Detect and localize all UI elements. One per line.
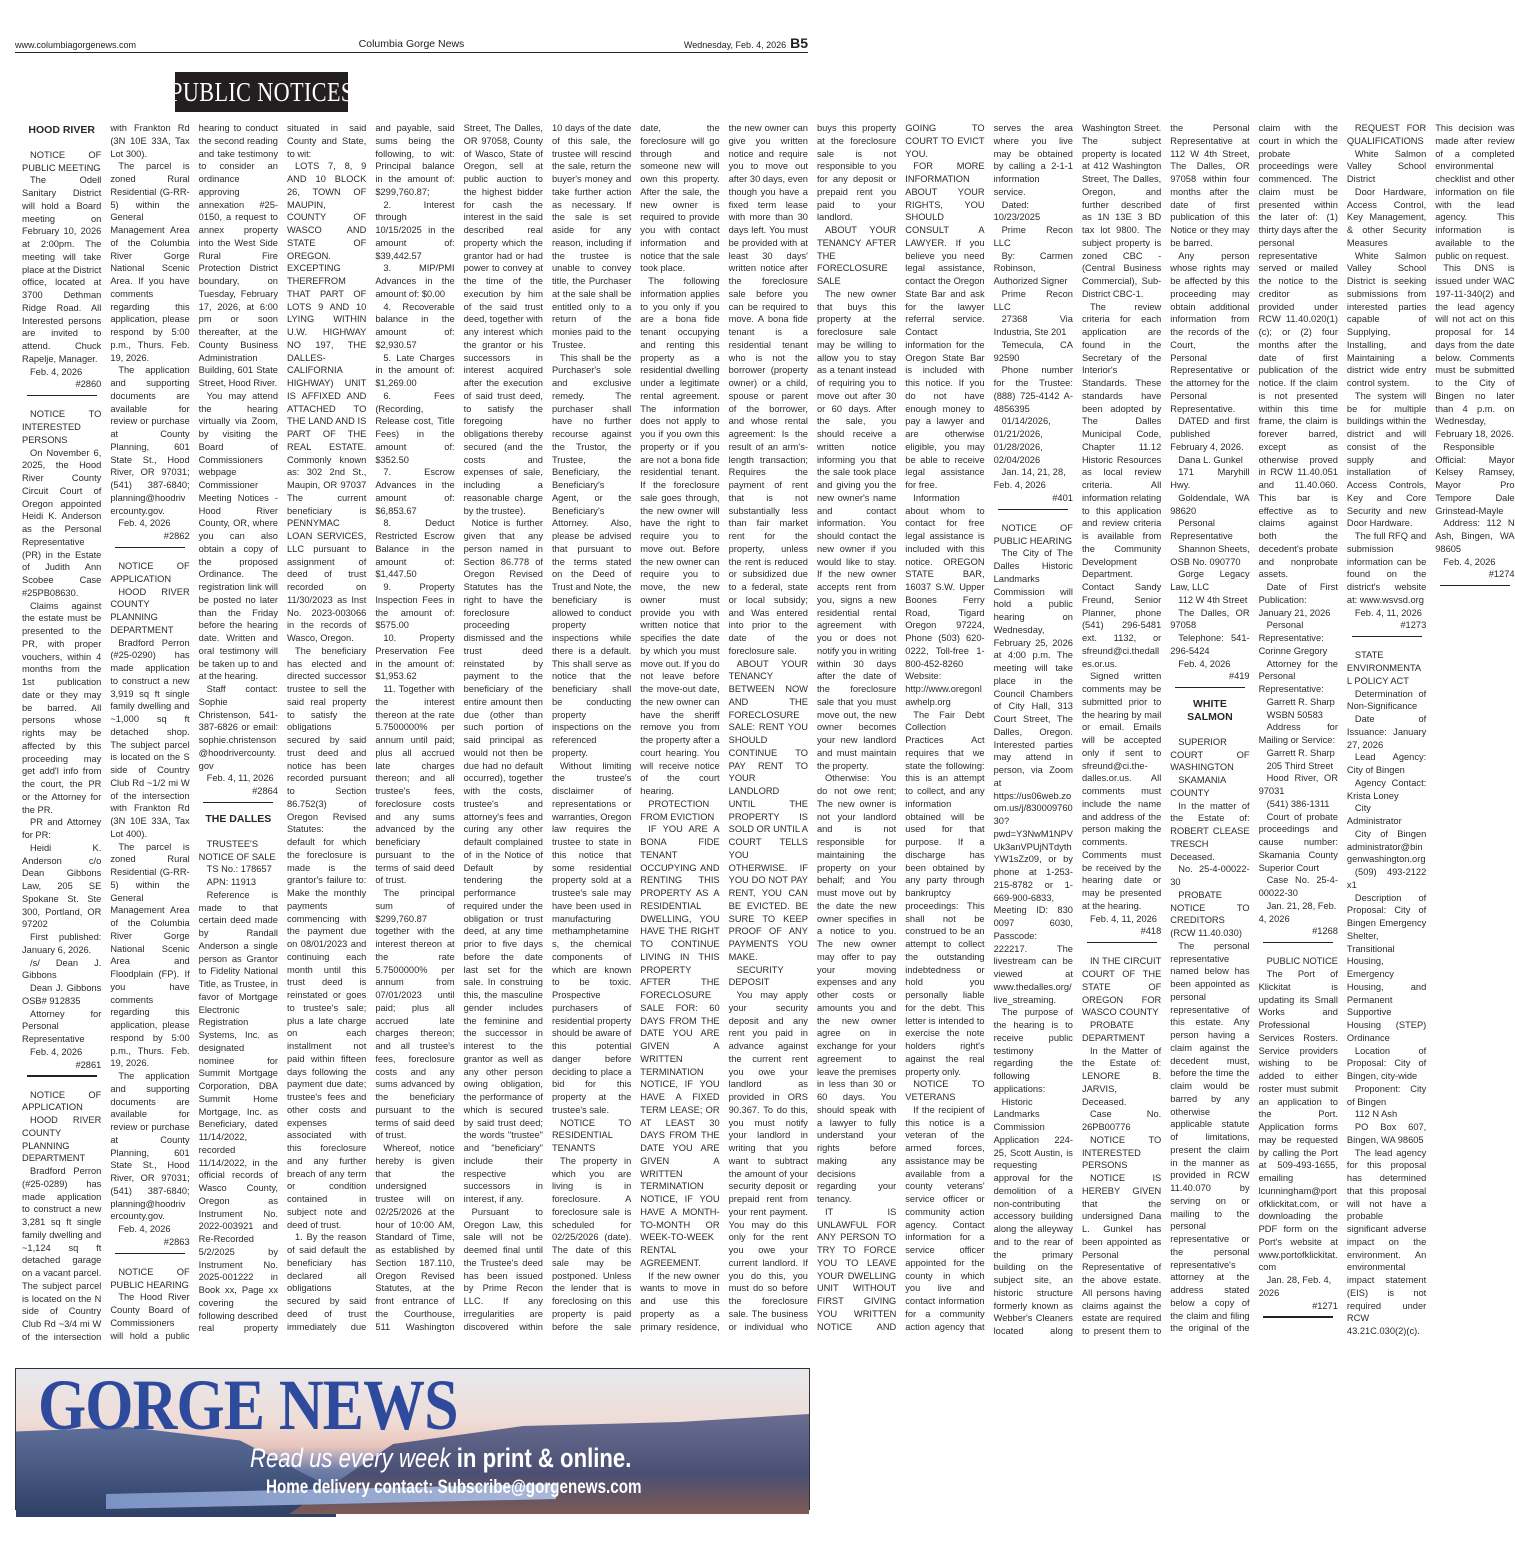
notice-paragraph: 2. Interest through 10/15/2025 in the amount of: $39,442.57 <box>375 199 455 261</box>
notice-paragraph: 171 Maryhill Hwy. <box>1170 467 1250 490</box>
notice-paragraph: Notice is further given that any person named in Section 86.778 of Oregon Revised Statutes has the right to have the foreclosure proceeding dismissed and the trust deed reinstated by payment to the beneficiary of the entire amount then due (other than such portion of said principal as would not then be due had no default occurred), together with the costs, trustee's and attorney's fees and curing any other default complained of in the Notice of Default by tendering the performance required under the obligation or trust deed, at any time prior to five days before the date last set for the sale. In construing this, the masculine gender includes the feminine and the successor in interest to the grantor as well as any other person owing obligation, the performance of which is secured by said trust deed; the words "trustee" and "beneficiary" include their respective successors in interest, if any. <box>463 518 543 1204</box>
notice-paragraph: 3. MIP/PMI Advances in the amount of: $0.00 <box>375 263 455 299</box>
notice-paragraph: PROTECTION FROM EVICTION <box>640 798 715 822</box>
notice-paragraph: Prime Recon LLC <box>993 288 1073 312</box>
notice-paragraph: White Salmon Valley School District <box>1346 148 1427 184</box>
notice-heading: NOTICE TO INTERESTED PERSONS <box>22 409 102 445</box>
notice-paragraph: IF YOU ARE A BONA FIDE TENANT OCCUPYING AND RENTING THIS PROPERTY AS A RESIDENTIAL DWELLING, YOU HAVE THE RIGHT TO CONTINUE LIVING IN THIS PROPERTY AFTER THE FORECLOSURE SALE FOR: 60 DAYS FROM THE DATE YOU ARE GIVEN A WRITTEN TERMINATION NOTICE, IF YOU HAVE A FIXED TERM LEASE; OR AT LEAST 30 DAYS FROM THE DATE YOU ARE GIVEN A WRITTEN TERMINATION NOTICE, IF YOU HAVE A MONTH-TO-MONTH OR WEEK-TO-WEEK RENTAL AGREEMENT. <box>640 824 720 1268</box>
notice-paragraph: NOTICE TO INTERESTED PERSONS <box>1081 1134 1162 1171</box>
notice-number: #419 <box>1228 671 1250 682</box>
notice-paragraph: Door Hardware, Access Control, Key Management, & other Security Measures <box>1346 186 1427 248</box>
notice-paragraph: SUPERIOR COURT OF WASHINGTON <box>1170 736 1250 773</box>
notice-paragraph: Garrett R. Sharp <box>1266 747 1335 758</box>
notice-paragraph: Staff contact: Sophie Christenson, 541-387-6826 or email: sophie.christenson@hoodrivercounty.gov <box>198 684 278 771</box>
notice-paragraph: The parcel is zoned Rural Residential (G-RR-5) within the General Management Area of the Columbia River Gorge National Scenic Area. If you have comments regarding this application, please respond by 5:00 p.m., Thurs. Feb. 19, 2026. <box>110 161 190 363</box>
notice-paragraph: ABOUT YOUR TENANCY AFTER THE FORECLOSURE SALE <box>816 225 897 286</box>
notice-paragraph: In the matter of the Estate of: ROBERT CLEASE TRESCH Deceased. <box>1170 800 1250 862</box>
notice-paragraph: 10. Property Preservation Fee in the amount of: $1,953.62 <box>375 633 455 682</box>
notice-number: #1274 <box>1488 569 1515 580</box>
notice-divider <box>1440 585 1510 586</box>
publication-dates: Feb. 4, 11, 2026 <box>206 773 274 784</box>
newspaper-name: Columbia Gorge News <box>358 38 465 50</box>
notice-paragraph: HOOD RIVER COUNTY PLANNING DEPARTMENT <box>110 586 190 635</box>
notice-heading: STATE ENVIRONMENTAL POLICY ACT <box>1346 650 1422 686</box>
notice-paragraph: No. 25-4-00022-30 <box>1170 864 1250 888</box>
section-banner <box>169 72 354 112</box>
notice-paragraph: The personal representative named below has been appointed as personal representative of this estate. Any person having a claim against the decedent must, before the time the claim would be barred by any otherwise applicable statute of limitations, present the claim in the manner as provided in RCW 11.40.070 by serving on or mailing to the personal representative or the personal representative's attorney at the address stated below a copy of the claim and filing the original of the claim with the court in which the probate proceedings were commenced. The claim must be presented within the later of: (1) thirty days after the personal representative served or mailed the notice to the creditor as provided under RCW 11.40.020(1)(c); or (2) four months after the date of first publication of the notice. If the claim is not presented within this time frame, the claim is forever barred, except as otherwise proved in RCW 11.40.051 and 11.40.060. This bar is effective as to claims against both the decedent's probate and nonprobate assets. <box>1170 123 1338 1334</box>
notice-paragraph: Personal Representative <box>1170 518 1233 541</box>
notice-paragraph: City Administrator <box>1346 803 1402 827</box>
page-header <box>15 36 808 53</box>
notice-number: #418 <box>1140 926 1162 937</box>
notice-divider <box>998 509 1068 510</box>
notice-paragraph: Agency Contact: Krista Loney <box>1346 777 1427 801</box>
notice-paragraph: Bradford Perron (#25-0289) has made application to construct a new 3,281 sq ft single family dwelling and ~1,124 sq ft detached garage on a vacant parcel. The subject parcel is located on the N side of Country Club Rd ~3/4 mi W of the intersection with Frankton Rd (3N 10E 33A, Tax Lot 300). <box>22 123 190 1342</box>
notice-paragraph: PR and Attorney for PR: <box>22 817 102 841</box>
notice-paragraph: Phone number for the Trustee: (888) 725-4142 A-4856395 <box>993 365 1073 414</box>
notice-number: #1271 <box>1312 1300 1338 1311</box>
notice-paragraph: Dana L. Gunkel <box>1178 454 1243 465</box>
notice-number: #2863 <box>163 1236 190 1247</box>
notice-paragraph: 9. Property Inspection Fees in the amount of: $575.00 <box>375 582 455 631</box>
notice-divider <box>1263 1316 1333 1317</box>
notice-paragraph: /s/ Dean J. Gibbons <box>22 957 102 981</box>
notice-paragraph: Historic Landmarks Commission Application 224-25, Scott Austin, is requesting approval for the demolition of a non-contributing accessory building along the alleyway and to the rear of the primary building on the subject site, an historic structure formerly known as Webber's Cleaners located along Washington Street. The subject property is located at 412 Washington Street, The Dalles, Oregon, and further described as 1N 13E 3 BD tax lot 9800. The subject property is zoned CBC - (Central Business Commercial), Sub-District CBC-1. <box>993 123 1162 1337</box>
notice-paragraph: Attorney for the Personal Representative: <box>1258 658 1338 694</box>
notice-paragraph: Telephone: 541-296-5424 <box>1170 633 1250 656</box>
notice-paragraph: 11. Together with the interest thereon at the rate 5.7500000% per annum until paid; plus all accrued late charges thereon; and all trustee's fees, foreclosure costs and any sums advanced by the beneficiary pursuant to the terms of said deed of trust. <box>375 684 455 886</box>
notice-paragraph: Location of Proposal: City of Bingen, city-wide <box>1346 1045 1427 1082</box>
notice-paragraph: 112 N Ash <box>1354 1109 1398 1120</box>
notice-paragraph: Without limiting the trustee's disclaimer of representations or warranties, Oregon law requires the trustee to state in this notice that some residential property sold at a trustee's sale may have been used in manufacturing methamphetamines, the chemical components of which are known to be toxic. Prospective purchasers of residential property should be aware of this potential danger before deciding to place a bid for this property at the trustee's sale. <box>551 760 632 1115</box>
notice-number: #2861 <box>75 1059 102 1070</box>
notice-paragraph: 8. Deduct Restricted Escrow Balance in the amount of: $1,447.50 <box>375 518 455 580</box>
notice-divider <box>27 395 97 396</box>
notice-paragraph: 4. Recoverable balance in the amount of: $2,930.57 <box>375 301 455 350</box>
publication-dates: Feb. 4, 2026 <box>30 1046 83 1057</box>
notice-heading: PUBLIC NOTICE <box>1266 956 1338 967</box>
notice-paragraph: The Port of Klickitat is updating its Small Works and Professional Services Rosters. Service providers wishing to be added to either roster must submit an application to the Port. Application forms may be requested by calling the Port at 509-493-1655, emailing lcunningham@portofklickitat.com, or downloading the PDF form on the Port's website at www.portofklickitat.com <box>1258 969 1338 1273</box>
publication-dates: Feb. 4, 2026 <box>118 1224 171 1235</box>
notice-paragraph: The Fair Debt Collection Practices Act requires that we state the following: this is an attempt to collect, and any information obtained will be used for that purpose. If a discharge has been obtained by any party through bankruptcy proceedings: This shall not be construed to be an attempt to collect the outstanding indebtedness or hold you personally liable for the debt. This letter is intended to exercise the note holders right's against the real property only. <box>905 709 985 1077</box>
notices-columns <box>22 122 1515 1344</box>
notice-paragraph: The beneficiary has elected and directed successor trustee to sell the said real property to satisfy the obligations secured by said trust deed and notice has been recorded pursuant to Section 86.752(3) of Oregon Revised Statutes: the default for which the foreclosure is made is the grantor's failure to: Make the monthly payments commencing with the payment due on 08/01/2023 and continuing each month until this trust deed is reinstated or goes to trustee's sale; plus a late charge on each installment not paid within fifteen days following the payment due date; trustee's fees and other costs and expenses associated with this foreclosure and any further breach of any term or condition contained in subject note and deed of trust. <box>286 645 367 1230</box>
notice-divider <box>1352 636 1422 637</box>
notice-paragraph: The property in which you are living is in foreclosure. A foreclosure sale is scheduled for 02/25/2026 (date). The date of this sale may be postponed. Unless the lender that is foreclosing on this property is paid before the sale date, the foreclosure will go through and someone new will own this property. After the sale, the new owner is required to provide you with contact information and notice that the sale took place. <box>551 123 720 1332</box>
notice-paragraph: Goldendale, WA 98620 <box>1170 492 1250 516</box>
notice-paragraph: Date of Issuance: January 27, 2026 <box>1346 714 1427 750</box>
notice-heading: NOTICE OF PUBLIC MEETING <box>22 149 102 173</box>
notice-paragraph: LOTS 7, 8, 9 AND 10 BLOCK 26, TOWN OF MAUPIN, COUNTY OF WASCO AND STATE OF OREGON. EXCEPTING THEREFROM THAT PART OF LOTS 9 AND 10 LYING WITHIN U.W. HIGHWAY NO 197, THE DALLES-CALIFORNIA HIGHWAY) UNIT IS AFFIXED AND ATTACHED TO THE LAND AND IS PART OF THE REAL ESTATE. Commonly known as: 302 2nd St., Maupin, OR 97037 The current beneficiary is PENNYMAC LOAN SERVICES, LLC pursuant to assignment of deed of trust recorded on 11/30/2023 as Inst No. 2023-003066 in the records of Wasco, Oregon. <box>286 161 367 643</box>
notice-paragraph: The Hood River County Board of Commissioners will hold a public hearing to conduct the second reading and take testimony to consider an ordinance approving annexation #25-0150, a request to annex property into the West Side Rural Fire Protection District boundary, on Tuesday, February 17, 2026, at 6:00 pm or soon thereafter, at the County Business Administration Building, 601 State Street, Hood River. <box>110 123 278 1341</box>
website-url: www.columbiagorgenews.com <box>15 40 137 50</box>
issue-date <box>684 37 808 51</box>
notice-paragraph: NOTICE IS HEREBY GIVEN that the undersigned Dana L. Gunkel has been appointed as Personal Representative of the above estate. All persons having claims against the estate are required to present them to the Personal Representative at 112 W 4th Street, The Dalles, OR 97058 within four months after the date of first publication of this Notice or they may be barred. <box>1081 123 1250 1337</box>
notice-number: #1273 <box>1400 620 1427 631</box>
notice-paragraph: Personal Representative: Corinne Gregory <box>1258 620 1328 656</box>
notice-paragraph: Temecula, CA 92590 <box>993 339 1073 363</box>
notice-paragraph: Bradford Perron (#25-0290) has made application to construct a new 3,919 sq ft single family dwelling and ~1,000 sq ft detached shop. The subject parcel is located on the S side of Country Club Rd ~1/2 mi W of the intersection with Frankton Rd (3N 10E 33A, Tax Lot 400). <box>110 637 190 839</box>
notice-paragraph: 01/14/2026, 01/21/2026, 01/28/2026, 02/04/2026 <box>993 416 1051 465</box>
notice-paragraph: In the Matter of the Estate of: LENORE B. JARVIS, Deceased. <box>1081 1045 1162 1107</box>
notice-paragraph: Garrett R. Sharp <box>1266 696 1335 707</box>
notice-paragraph: PROBATE NOTICE TO CREDITORS (RCW 11.40.030) <box>1170 889 1250 939</box>
notice-paragraph: Dated: 10/23/2025 <box>993 199 1041 223</box>
notice-number: #1268 <box>1312 926 1338 937</box>
notice-paragraph: Gorge Legacy Law, LLC <box>1170 569 1250 592</box>
publication-dates: Jan. 14, 21, 28, Feb. 4, 2026 <box>993 467 1066 490</box>
notice-paragraph: The system will be for multiple buildings within the district and will consist of the supply and installation of Access Controls, Key and Core Security and new Door Hardware. <box>1346 390 1427 529</box>
notice-paragraph: Information about whom to contact for free legal assistance is included with this notice. OREGON STATE BAR, 16037 S.W. Upper Boones Ferry Road, Tigard Oregon 97224, Phone (503) 620-0222, Toll-free 1-800-452-8260 Website: http://www.oregonlawhelp.org <box>905 492 985 707</box>
notice-paragraph: NOTICE TO VETERANS <box>905 1079 985 1102</box>
notice-paragraph: Attorney for Personal Representative <box>22 1008 102 1045</box>
notice-paragraph: You may apply your security deposit and any rent you paid in advance against the current rent you owe your landlord as provided in ORS 90.367. To do this, you must notify your landlord in writing that you want to subtract the amount of your security deposit or prepaid rent from your rent payment. You may do this only for the rent you owe your current landlord. If you do this, you must do so before the foreclosure sale. The business or individual who buys this property at the foreclosure sale is not responsible to you for any deposit or prepaid rent you paid to your landlord. <box>728 123 897 1332</box>
notice-paragraph: The application and supporting documents are available for review or purchase at County Planning, 601 State St., Hood River, OR 97031; (541) 387-6840; planning@hoodrivercounty.gov. <box>110 1071 190 1222</box>
notice-paragraph: The review criteria for each application are found in the Secretary of the Interior's Standards. These standards have been adopted by The Dalles Municipal Code, Chapter 11.12 Historic Resources as local review criteria. All information relating to this application and review criteria is available from the Community Development Department. Contact Sandy Freund, Senior Planner, phone (541) 296-5481 ext. 1132, or sfreund@ci.thedalles.or.us. <box>1081 301 1162 669</box>
notice-paragraph: The City of The Dalles Historic Landmarks Commission will hold a public hearing on Wednesday, February 25, 2026 at 4:00 p.m. The meeting will take place in the Council Chambers of City Hall, 313 Court Street, The Dalles, Oregon. Interested parties may attend in person, via Zoom at https://us06web.zoom.us/j/83000976030?pwd=Y3NwM1NPVUk3anVPUjNTdythYW1sZz09, or by phone at 1-253-215-8782 or 1-669-900-6833, Meeting ID: 830 0097 6030, Passcode: 222217. The livestream can be viewed at www.thedalles.org/live_streaming. <box>993 548 1073 1005</box>
publication-dates: Feb. 4, 2026 <box>118 518 171 529</box>
notice-number: #2864 <box>252 786 278 796</box>
notice-paragraph: PROBATE DEPARTMENT <box>1081 1020 1146 1043</box>
notice-paragraph: TS No.: 178657 <box>206 864 272 875</box>
notice-divider <box>1263 942 1333 943</box>
notice-paragraph: 112 W 4th Street <box>1178 594 1248 605</box>
publication-dates: Jan. 28, Feb. 4, 2026 <box>1258 1275 1332 1298</box>
notice-paragraph: First published: January 6, 2026. <box>22 932 102 955</box>
notice-paragraph: The application and supporting documents are available for review or purchase at County Planning, 601 State St., Hood River, OR 97031; (541) 387-6840; planning@hoodrivercounty.gov. <box>110 365 190 516</box>
notice-divider <box>1175 687 1245 688</box>
notice-paragraph: Court of probate proceedings and cause number: Skamania County Superior Court <box>1258 811 1338 873</box>
ad-title: GORGE NEWS <box>38 1365 458 1445</box>
notice-number: #2862 <box>163 531 190 541</box>
notice-paragraph: Date of First Publication: January 21, 2026 <box>1258 582 1338 618</box>
notice-paragraph: Claims against the estate must be presented to the PR, with proper vouchers, within 4 months from the 1st publication date or they may be barred. All persons whose rights may be affected by this proceeding may get add'l info from the court, the PR or the Attorney for the PR. <box>22 600 102 815</box>
notice-paragraph: IT IS UNLAWFUL FOR ANY PERSON TO TRY TO FORCE YOU TO LEAVE YOUR DWELLING UNIT WITHOUT FIRST GIVING YOU WRITTEN NOTICE AND GOING TO COURT TO EVICT YOU. <box>816 123 985 1332</box>
notice-paragraph: This shall be the Purchaser's sole and exclusive remedy. The purchaser shall have no further recourse against the Trustor, the Trustee, the Beneficiary, the Beneficiary's Agent, or the Beneficiary's Attorney. Also, please be advised that pursuant to the terms stated on the Deed of Trust and Note, the beneficiary is allowed to conduct property inspections while there is a default. This shall serve as notice that the beneficiary shall be conducting property inspections on the referenced property. <box>551 352 632 758</box>
notice-paragraph: Case No. 25-4-00022-30 <box>1258 875 1338 898</box>
notice-heading: REQUEST FOR QUALIFICATIONS <box>1346 123 1427 146</box>
publication-dates: Feb. 4, 11, 2026 <box>1354 607 1422 618</box>
ad-contact: Home delivery contact: Subscribe@gorgenews.com <box>266 1477 642 1498</box>
notice-paragraph: APN: 11913 <box>206 877 257 888</box>
notice-paragraph: 5. Late Charges in the amount of: $1,269.00 <box>375 352 455 388</box>
notice-divider <box>203 802 273 803</box>
notice-paragraph: City of Bingen administrator@bingenwashington.org <box>1346 828 1427 865</box>
notice-paragraph: 205 Third Street <box>1266 760 1334 771</box>
notice-paragraph: The following information applies to you only if you are a bona fide tenant occupying and renting this property as a residential dwelling under a legitimate rental agreement. The information does not apply to you if you own this property or if you are not a bona fide residential tenant. If the foreclosure sale goes through, the new owner will have the right to require you to move out. Before the new owner can require you to move, the new owner must provide you with written notice that specifies the date by which you must move out. If you do not leave before the move-out date, the new owner can have the sheriff remove you from the property after a court hearing. You will receive notice of the court hearing. <box>640 276 720 796</box>
notice-paragraph: PO Box 607, Bingen, WA 98605 <box>1346 1122 1427 1145</box>
notice-divider <box>27 1075 97 1076</box>
notice-paragraph: Address for Mailing or Service: <box>1258 722 1338 745</box>
notice-heading: NOTICE OF PUBLIC HEARING <box>110 1266 190 1290</box>
notice-paragraph: The new owner that buys this property at the foreclosure sale may be willing to allow you to stay as a tenant instead of requiring you to move out after 30 or 60 days. After the sale, you should receive a written notice informing you that the sale took place and giving you the new owner's name and contact information. You should contact the new owner if you would like to stay. If the new owner accepts rent from you, signs a new residential rental agreement with you or does not notify you in writing within 30 days after the date of the foreclosure sale that you must move out, the new owner becomes your new landlord and must maintain the property. <box>816 288 897 771</box>
notice-paragraph: Reference is made to that certain deed made by Randall Anderson a single person as Grantor to Fidelity National Title, as Trustee, in favor of Mortgage Electronic Registration Systems, Inc. as designated nominee for Summit Mortgage Corporation, DBA Summit Home Mortgage, Inc. as Beneficiary, dated 11/14/2022, recorded 11/14/2022, in the official records of Wasco County, Oregon as Instrument No. 2022-003921 and Re-Recorded 5/2/2025 by Instrument No. 2025-001222 in Book xx, Page xx covering the following described real property situated in said County and State, to wit: <box>198 123 367 1334</box>
notice-heading: NOTICE OF PUBLIC HEARING <box>993 522 1073 546</box>
notice-divider <box>115 1253 185 1254</box>
notice-paragraph: If the new owner wants to move in and use this property as a primary residence, the new owner can give you written notice and require you to move out after 30 days, even though you have a fixed term lease with more than 30 days left. You must be provided with at least 30 days' written notice after the foreclosure sale before you can be required to move. A bona fide tenant is a residential tenant who is not the borrower (property owner) or a child, spouse or parent of the borrower, and whose rental agreement: Is the result of an arm's-length transaction; Requires the payment of rent that is not substantially less than fair market rent for the property, unless the rent is reduced or subsidized due to a federal, state or local subsidy; and Was entered into prior to the date of the foreclosure sale. <box>640 123 808 1332</box>
notice-paragraph: Hood River, OR 97031 <box>1258 773 1338 796</box>
notice-paragraph: Pursuant to Oregon Law, this sale will not be deemed final until the Trustee's deed has been issued by Prime Recon LLC. If any irregularities are discovered within 10 days of the date of this sale, the trustee will rescind the sale, return the buyer's money and take further action as necessary. If the sale is set aside for any reason, including if the trustee is unable to convey title, the Purchaser at the sale shall be entitled only to a return of the monies paid to the Trustee. <box>463 123 632 1332</box>
notice-divider <box>115 547 185 548</box>
notice-paragraph: Shannon Sheets, OSB No. 090770 <box>1170 543 1250 567</box>
publication-dates: Feb. 4, 2026 <box>1178 658 1231 669</box>
notice-paragraph: 1. By the reason of said default the beneficiary has declared all obligations secured by said deed of trust immediately due and payable, said sums being the following, to wit: Principal balance in the amount of: $299,760.87; <box>286 123 455 1332</box>
notice-paragraph: 6. Fees (Recording, Release cost, Title Fees) in the amount of: $352.50 <box>375 390 455 465</box>
notice-paragraph: SECURITY DEPOSIT <box>728 964 784 988</box>
notice-paragraph: WSBN 50583 <box>1266 709 1323 720</box>
notice-paragraph: NOTICE TO RESIDENTIAL TENANTS <box>551 1117 632 1153</box>
subscription-ad[interactable] <box>15 1365 810 1510</box>
notice-paragraph: The full RFQ and submission information can be found on the district's website at: www.wsvsd.org <box>1346 531 1427 605</box>
notice-paragraph: The Dalles, OR 97058 <box>1170 607 1250 631</box>
notice-paragraph: Address: 112 N Ash, Bingen, WA 98605 <box>1435 518 1515 554</box>
notice-paragraph: 7. Escrow Advances in the amount of: $6,853.67 <box>375 467 455 516</box>
date-text: Wednesday, Feb. 4, 2026 <box>683 40 787 50</box>
publication-dates: Feb. 4, 2026 <box>30 366 83 377</box>
notice-paragraph: On November 6, 2025, the Hood River County Circuit Court of Oregon appointed Heidi K. Anderson as the Personal Representative (PR) in the Estate of Judith Ann Scobee Case #25PB08630. <box>22 447 102 598</box>
publication-dates: Feb. 4, 11, 2026 <box>1089 913 1157 924</box>
notice-paragraph: Dean J. Gibbons OSB# 912835 <box>22 983 102 1006</box>
notice-paragraph: Responsible Official: Mayor Kelsey Ramsey, Mayor Pro Tempore Dale Grinstead-Mayle <box>1435 441 1515 516</box>
notice-divider <box>1087 942 1157 943</box>
notice-paragraph: Case No. 26PB00776 <box>1081 1109 1162 1133</box>
notice-paragraph: TRUSTEE'S NOTICE OF SALE <box>198 838 276 862</box>
section-heading: WHITE SALMON <box>1187 698 1233 724</box>
notice-paragraph: 27368 Via Industria, Ste 201 <box>993 314 1073 337</box>
notice-paragraph: Description of Proposal: City of Bingen Emergency Shelter, Transitional Housing, Emergency Housing, and Permanent Supportive Housing (STEP) Ordinance <box>1346 892 1427 1043</box>
notice-paragraph: This DNS is issued under WAC 197-11-340(2) and the lead agency will not act on this proposal for 14 days from the date below. Comments must be submitted to the City of Bingen no later than 4 p.m. on Wednesday, February 18, 2026. <box>1435 263 1515 439</box>
notice-paragraph: Determination of Non-Significance <box>1346 688 1427 712</box>
notice-paragraph: Lead Agency: City of Bingen <box>1346 752 1427 776</box>
notice-paragraph: Otherwise: You do not owe rent; The new owner is not your landlord and is not responsible for maintaining the property on your behalf; and You must move out by the date the new owner specifies in a notice to you. The new owner may offer to pay your moving expenses and any other costs or amounts you and the new owner agree on in exchange for your agreement to leave the premises in less than 30 or 60 days. You should speak with a lawyer to fully understand your rights before making any decisions regarding your tenancy. <box>816 773 897 1204</box>
notice-paragraph: The purpose of the hearing is to receive public testimony regarding the following applications: <box>993 1007 1073 1094</box>
notice-paragraph: White Salmon Valley School District is seeking submissions from interested parties capable of Supplying, Installing, and Maintaining a district wide entry control system. <box>1346 250 1427 388</box>
notice-paragraph: The Odell Sanitary District will hold a Board meeting on February 10, 2026 at 2:00pm. The meeting will take place at the District office, located at 3700 Dethman Ridge Road. All Interested persons are invited to attend. Chuck Rapelje, Manager. <box>22 175 102 364</box>
tagline-italic: Read us every week <box>250 1443 451 1473</box>
notice-paragraph: Whereof, notice hereby is given that the undersigned trustee will on 02/25/2026 at the hour of 10:00 AM, Standard of Time, as established by Section 187.110, Oregon Revised Statutes, at the front entrance of the Courthouse, 511 Washington Street, The Dalles, OR 97058, County of Wasco, State of Oregon, sell at public auction to the highest bidder for cash the interest in the said described real property which the grantor had or had power to convey at the time of the execution by him of the said trust deed, together with any interest which the grantor or his successors in interest acquired after the execution of said trust deed, to satisfy the foregoing obligations thereby secured (and the costs and expenses of sale, including a reasonable charge by the trustee). <box>375 123 543 1332</box>
notice-paragraph: You may attend the hearing virtually via Zoom, by visiting the Board of Commissioners webpage Commissioner Meeting Notices - Hood River County, OR, where you can also obtain a copy of the proposed Ordinance. The registration link will be posted no later than the Friday before the hearing date. Written and oral testimony will be taken up to and at the hearing. <box>198 390 278 682</box>
notice-paragraph: DATED and first published February 4, 2026. <box>1170 416 1250 452</box>
tagline-bold: in print & online. <box>456 1443 632 1473</box>
section-title: PUBLIC NOTICES <box>169 76 354 107</box>
notice-paragraph: Prime Recon LLC <box>993 225 1073 248</box>
notice-heading: NOTICE OF APPLICATION <box>110 561 190 584</box>
page-number: B5 <box>790 35 808 51</box>
notice-paragraph: (509) 493-2122 x1 <box>1346 867 1427 890</box>
notice-paragraph: Signed written comments may be submitted prior to the hearing by mail or email. Emails will be accepted only if sent to sfreund@ci.the-dalles.or.us. All comments must include the name and address of the person making the comments. Comments must be received by the hearing date or may be presented at the hearing. <box>1081 671 1162 911</box>
notice-paragraph: SKAMANIA COUNTY <box>1170 775 1227 798</box>
notice-paragraph: The principal sum of $299,760.87 together with the interest thereon at the rate 5.7500000% per annum from 07/01/2023 until paid; plus all accrued late charges thereon; and all trustee's fees, foreclosure costs and any sums advanced by the beneficiary pursuant to the terms of said deed of trust. <box>375 888 455 1141</box>
notice-paragraph: HOOD RIVER COUNTY PLANNING DEPARTMENT <box>22 1115 102 1164</box>
section-heading: HOOD RIVER <box>28 124 95 136</box>
notice-paragraph: FOR MORE INFORMATION ABOUT YOUR RIGHTS, YOU SHOULD CONSULT A LAWYER. If you believe you need legal assistance, contact the Oregon State Bar and ask for the lawyer referral service. Contact information for the Oregon State Bar is included with this notice. If you do not have enough money to pay a lawyer and are otherwise eligible, you may be able to receive legal assistance for free. <box>905 161 985 490</box>
notice-heading: NOTICE OF APPLICATION <box>22 1089 102 1113</box>
notice-number: #401 <box>1052 492 1073 503</box>
notice-number: #2860 <box>75 379 102 390</box>
publication-dates: Jan. 21, 28, Feb. 4, 2026 <box>1258 900 1337 924</box>
notice-paragraph: The lead agency for this proposal has determined that this proposal will not have a probable significant adverse impact on the environment. An environmental impact statement (EIS) is not required under RCW 43.21C.030(2)(c). This decision was made after review of a completed environmental checklist and other information on file with the lead agency. This information is available to the public on request. <box>1346 123 1515 1337</box>
notice-heading: IN THE CIRCUIT COURT OF THE STATE OF OREGON FOR WASCO COUNTY <box>1081 956 1162 1018</box>
notice-paragraph: If the recipient of this notice is a veteran of the armed forces, assistance may be available from a county veterans' service officer or community action agency. Contact information for a service officer appointed for the county in which you live and contact information for a community action agency that serves the area where you live may be obtained by calling a 2-1-1 information service. <box>905 123 1073 1332</box>
notice-paragraph: Heidi K. Anderson c/o Dean Gibbons Law, 205 SE Spokane St. Ste 300, Portland, OR 97202 <box>22 842 102 930</box>
ad-tagline <box>250 1443 631 1473</box>
notice-paragraph: The parcel is zoned Rural Residential (G-RR-5) within the General Management Area of the Columbia River Gorge National Scenic Area and Floodplain (FP). If you have comments regarding this application, please respond by 5:00 p.m., Thurs. Feb. 19, 2026. <box>110 841 190 1069</box>
notice-paragraph: Any person whose rights may be affected by this proceeding may obtain additional information from the records of the Court, the Personal Representative or the attorney for the Personal Representative. <box>1170 250 1250 414</box>
notice-paragraph: Proponent: City of Bingen <box>1346 1083 1427 1107</box>
notice-paragraph: (541) 386-1311 <box>1266 798 1330 809</box>
notice-paragraph: ABOUT YOUR TENANCY BETWEEN NOW AND THE FORECLOSURE SALE: RENT YOU SHOULD CONTINUE TO PAY RENT TO YOUR LANDLORD UNTIL THE PROPERTY IS SOLD OR UNTIL A COURT TELLS YOU OTHERWISE. IF YOU DO NOT PAY RENT, YOU CAN BE EVICTED. BE SURE TO KEEP PROOF OF ANY PAYMENTS YOU MAKE. <box>728 658 808 962</box>
publication-dates: Feb. 4, 2026 <box>1443 556 1496 567</box>
notice-paragraph: By: Carmen Robinson, Authorized Signer <box>993 250 1073 286</box>
section-heading: THE DALLES <box>205 813 272 826</box>
